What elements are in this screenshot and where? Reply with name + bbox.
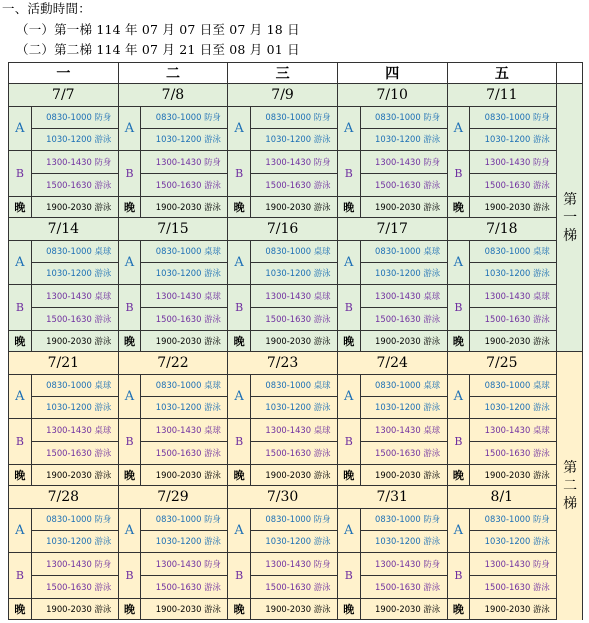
slot-evening-label: 晚 <box>118 331 141 352</box>
slot-b-activity-1 <box>141 151 228 174</box>
slot-b-activity-2 <box>360 576 447 599</box>
activity-text: 1500-1630 游泳 <box>375 179 441 190</box>
slot-b-activity-2 <box>251 576 338 599</box>
slot-b-label: B <box>118 285 141 331</box>
slot-evening-label: 晚 <box>118 599 141 620</box>
slot-evening-activity: 1900-2030 游泳 <box>141 197 228 218</box>
slot-evening-activity: 1900-2030 游泳 <box>360 599 447 620</box>
slot-evening-label: 晚 <box>228 465 251 486</box>
activity-text: 0830-1000 桌球 <box>484 380 550 390</box>
slot-a-label: A <box>118 509 141 553</box>
slot-a-activity-1 <box>251 375 338 397</box>
activity-text: 1030-1200 游泳 <box>484 536 550 546</box>
slot-b-row-2 <box>9 576 583 599</box>
slot-evening-activity: 1900-2030 游泳 <box>141 331 228 352</box>
slot-b-activity-1 <box>251 285 338 308</box>
slot-evening-activity: 1900-2030 游泳 <box>31 599 118 620</box>
slot-b-activity-2 <box>141 308 228 331</box>
activity-text: 1030-1200 游泳 <box>155 268 221 278</box>
slot-a-activity-1 <box>31 375 118 397</box>
activity-text: 1300-1430 桌球 <box>155 290 221 301</box>
activity-text: 1500-1630 游泳 <box>484 447 550 458</box>
slot-a-activity-1 <box>31 241 118 263</box>
activity-text: 0830-1000 防身 <box>484 112 550 122</box>
activity-text: 1030-1200 游泳 <box>375 536 441 546</box>
day-date: 7/9 <box>228 84 338 107</box>
activity-text: 1030-1200 游泳 <box>375 268 441 278</box>
slot-a-activity-1 <box>360 375 447 397</box>
activity-text: 1500-1630 游泳 <box>265 313 331 324</box>
activity-text: 1500-1630 游泳 <box>155 581 221 592</box>
slot-b-label: B <box>228 419 251 465</box>
slot-a-activity-1 <box>251 509 338 531</box>
slot-evening-activity: 1900-2030 游泳 <box>360 331 447 352</box>
slot-evening-activity: 1900-2030 游泳 <box>470 599 557 620</box>
slot-a-activity-2 <box>360 531 447 553</box>
activity-text: 1500-1630 游泳 <box>46 581 112 592</box>
slot-a-activity-1 <box>470 107 557 129</box>
slot-a-label: A <box>118 107 141 151</box>
slot-b-activity-2 <box>251 308 338 331</box>
slot-b-activity-1 <box>470 419 557 442</box>
slot-a-activity-2 <box>360 397 447 419</box>
activity-text: 1500-1630 游泳 <box>265 447 331 458</box>
slot-b-activity-1 <box>31 419 118 442</box>
slot-a-activity-2 <box>141 129 228 151</box>
slot-b-activity-1 <box>470 285 557 308</box>
weekday-header: 一 <box>9 63 119 84</box>
slot-b-label: B <box>9 419 32 465</box>
slot-b-label: B <box>447 553 470 599</box>
activity-text: 1500-1630 游泳 <box>484 313 550 324</box>
slot-evening-label: 晚 <box>447 331 470 352</box>
slot-a-activity-2 <box>141 397 228 419</box>
slot-a-label: A <box>447 375 470 419</box>
slot-evening-row <box>9 197 583 218</box>
slot-evening-label: 晚 <box>118 197 141 218</box>
group-label-text: 第二梯 <box>563 459 578 512</box>
period-line-2: （二）第二梯 114 年 07 月 21 日至 08 月 01 日 <box>16 42 300 57</box>
activity-text: 1500-1630 游泳 <box>484 179 550 190</box>
slot-a-label: A <box>447 509 470 553</box>
slot-b-row <box>9 151 583 174</box>
day-date: 8/1 <box>447 486 557 509</box>
slot-evening-label: 晚 <box>228 197 251 218</box>
slot-b-activity-2 <box>360 174 447 197</box>
slot-b-activity-1 <box>31 151 118 174</box>
activity-text: 1500-1630 游泳 <box>265 581 331 592</box>
slot-b-activity-2 <box>31 308 118 331</box>
activity-text: 0830-1000 防身 <box>155 112 221 122</box>
activity-text: 1030-1200 游泳 <box>46 402 112 412</box>
activity-text: 1500-1630 游泳 <box>155 179 221 190</box>
activity-text: 1500-1630 游泳 <box>375 581 441 592</box>
slot-b-row-2 <box>9 442 583 465</box>
slot-b-activity-2 <box>141 576 228 599</box>
day-date: 7/22 <box>118 352 228 375</box>
slot-b-activity-1 <box>360 419 447 442</box>
slot-a-activity-2 <box>251 397 338 419</box>
slot-evening-label: 晚 <box>9 599 32 620</box>
slot-a-activity-2 <box>31 531 118 553</box>
slot-evening-activity: 1900-2030 游泳 <box>31 331 118 352</box>
slot-b-label: B <box>337 553 360 599</box>
day-date: 7/16 <box>228 218 338 241</box>
slot-evening-activity: 1900-2030 游泳 <box>141 599 228 620</box>
slot-evening-label: 晚 <box>447 465 470 486</box>
slot-a-activity-1 <box>360 107 447 129</box>
slot-a-label: A <box>118 241 141 285</box>
slot-evening-activity: 1900-2030 游泳 <box>360 197 447 218</box>
slot-b-activity-2 <box>251 174 338 197</box>
slot-b-activity-1 <box>141 285 228 308</box>
slot-a-activity-2 <box>141 263 228 285</box>
slot-b-label: B <box>228 285 251 331</box>
slot-a-activity-1 <box>251 241 338 263</box>
slot-evening-activity: 1900-2030 游泳 <box>470 197 557 218</box>
slot-a-label: A <box>337 375 360 419</box>
activity-text: 1300-1430 防身 <box>155 156 221 167</box>
activity-text: 1300-1430 桌球 <box>265 290 331 301</box>
slot-b-activity-2 <box>31 576 118 599</box>
activity-text: 1500-1630 游泳 <box>155 313 221 324</box>
date-row <box>9 84 583 107</box>
slot-b-activity-2 <box>360 442 447 465</box>
slot-a-activity-2 <box>31 129 118 151</box>
schedule-table <box>8 62 583 620</box>
slot-a-row-2 <box>9 531 583 553</box>
activity-text: 1030-1200 游泳 <box>265 402 331 412</box>
slot-b-activity-1 <box>31 285 118 308</box>
day-date: 7/8 <box>118 84 228 107</box>
activity-text: 1030-1200 游泳 <box>484 402 550 412</box>
slot-evening-activity: 1900-2030 游泳 <box>31 465 118 486</box>
slot-a-activity-2 <box>360 263 447 285</box>
slot-evening-label: 晚 <box>337 331 360 352</box>
slot-b-label: B <box>337 419 360 465</box>
slot-a-activity-1 <box>470 509 557 531</box>
slot-a-label: A <box>337 509 360 553</box>
header-corner <box>557 63 583 84</box>
slot-evening-row <box>9 465 583 486</box>
slot-b-activity-1 <box>251 419 338 442</box>
slot-a-row-2 <box>9 397 583 419</box>
slot-a-activity-2 <box>251 531 338 553</box>
day-date: 7/18 <box>447 218 557 241</box>
slot-b-label: B <box>228 151 251 197</box>
slot-evening-activity: 1900-2030 游泳 <box>470 465 557 486</box>
slot-evening-label: 晚 <box>9 465 32 486</box>
slot-evening-activity: 1900-2030 游泳 <box>470 331 557 352</box>
slot-b-activity-1 <box>470 151 557 174</box>
slot-a-activity-2 <box>360 129 447 151</box>
slot-a-label: A <box>228 241 251 285</box>
activity-text: 1500-1630 游泳 <box>155 447 221 458</box>
slot-b-activity-2 <box>31 442 118 465</box>
slot-evening-activity: 1900-2030 游泳 <box>141 465 228 486</box>
day-date: 7/30 <box>228 486 338 509</box>
activity-text: 1300-1430 防身 <box>155 558 221 569</box>
activity-text: 1030-1200 游泳 <box>484 134 550 144</box>
activity-text: 0830-1000 桌球 <box>155 246 221 256</box>
day-date: 7/10 <box>337 84 447 107</box>
activity-text: 1300-1430 桌球 <box>375 290 441 301</box>
activity-text: 0830-1000 防身 <box>484 514 550 524</box>
slot-a-label: A <box>118 375 141 419</box>
slot-a-row <box>9 107 583 129</box>
day-date: 7/7 <box>9 84 119 107</box>
activity-text: 1300-1430 防身 <box>375 558 441 569</box>
activity-text: 1300-1430 防身 <box>46 156 112 167</box>
activity-text: 1300-1430 桌球 <box>155 424 221 435</box>
slot-b-activity-2 <box>141 174 228 197</box>
activity-text: 1030-1200 游泳 <box>265 536 331 546</box>
slot-b-label: B <box>228 553 251 599</box>
slot-a-activity-2 <box>31 397 118 419</box>
slot-a-row <box>9 375 583 397</box>
slot-evening-row <box>9 599 583 620</box>
activity-text: 1500-1630 游泳 <box>46 447 112 458</box>
slot-b-label: B <box>337 151 360 197</box>
activity-text: 0830-1000 防身 <box>46 112 112 122</box>
day-date: 7/21 <box>9 352 119 375</box>
slot-b-row-2 <box>9 308 583 331</box>
slot-a-label: A <box>9 107 32 151</box>
slot-evening-activity: 1900-2030 游泳 <box>251 331 338 352</box>
activity-text: 1300-1430 防身 <box>375 156 441 167</box>
activity-text: 1500-1630 游泳 <box>46 313 112 324</box>
activity-text: 1300-1430 防身 <box>265 558 331 569</box>
slot-b-row <box>9 553 583 576</box>
slot-a-label: A <box>447 107 470 151</box>
slot-a-activity-1 <box>470 375 557 397</box>
slot-b-activity-1 <box>141 419 228 442</box>
slot-a-activity-1 <box>141 107 228 129</box>
activity-text: 0830-1000 桌球 <box>46 380 112 390</box>
activity-text: 1300-1430 防身 <box>46 558 112 569</box>
slot-a-activity-2 <box>470 531 557 553</box>
slot-evening-activity: 1900-2030 游泳 <box>31 197 118 218</box>
activity-text: 1030-1200 游泳 <box>484 268 550 278</box>
activity-text: 1030-1200 游泳 <box>155 402 221 412</box>
slot-evening-label: 晚 <box>337 465 360 486</box>
activity-text: 1300-1430 防身 <box>484 156 550 167</box>
slot-evening-label: 晚 <box>447 599 470 620</box>
slot-a-activity-1 <box>141 509 228 531</box>
slot-b-activity-2 <box>470 442 557 465</box>
slot-a-activity-1 <box>141 241 228 263</box>
slot-b-label: B <box>118 553 141 599</box>
slot-b-label: B <box>447 285 470 331</box>
slot-b-label: B <box>447 419 470 465</box>
slot-a-row <box>9 509 583 531</box>
activity-text: 1300-1430 防身 <box>484 558 550 569</box>
slot-b-label: B <box>9 285 32 331</box>
day-date: 7/28 <box>9 486 119 509</box>
slot-evening-activity: 1900-2030 游泳 <box>251 197 338 218</box>
slot-b-activity-2 <box>141 442 228 465</box>
group-label-text: 第一梯 <box>563 191 578 244</box>
day-date: 7/29 <box>118 486 228 509</box>
activity-text: 1030-1200 游泳 <box>155 536 221 546</box>
slot-b-activity-1 <box>360 285 447 308</box>
slot-b-activity-2 <box>470 174 557 197</box>
slot-b-label: B <box>447 151 470 197</box>
day-date: 7/17 <box>337 218 447 241</box>
day-date: 7/24 <box>337 352 447 375</box>
activity-text: 1030-1200 游泳 <box>46 536 112 546</box>
activity-text: 0830-1000 防身 <box>155 514 221 524</box>
slot-a-label: A <box>228 509 251 553</box>
slot-evening-label: 晚 <box>9 331 32 352</box>
slot-b-activity-1 <box>31 553 118 576</box>
activity-text: 0830-1000 桌球 <box>46 246 112 256</box>
slot-a-label: A <box>228 107 251 151</box>
activity-text: 0830-1000 防身 <box>46 514 112 524</box>
slot-b-activity-1 <box>251 151 338 174</box>
day-date: 7/31 <box>337 486 447 509</box>
day-date: 7/25 <box>447 352 557 375</box>
activity-text: 1300-1430 桌球 <box>46 290 112 301</box>
slot-evening-label: 晚 <box>228 331 251 352</box>
activity-text: 1500-1630 游泳 <box>375 313 441 324</box>
activity-text: 0830-1000 桌球 <box>265 380 331 390</box>
slot-a-activity-1 <box>470 241 557 263</box>
activity-text: 1030-1200 游泳 <box>375 402 441 412</box>
weekday-header: 四 <box>337 63 447 84</box>
period-line-1: （一）第一梯 114 年 07 月 07 日至 07 月 18 日 <box>16 22 300 37</box>
day-date: 7/15 <box>118 218 228 241</box>
slot-b-activity-2 <box>470 576 557 599</box>
activity-text: 1300-1430 桌球 <box>46 424 112 435</box>
slot-evening-label: 晚 <box>447 197 470 218</box>
weekday-header: 五 <box>447 63 557 84</box>
activity-text: 1300-1430 防身 <box>265 156 331 167</box>
slot-b-row-2 <box>9 174 583 197</box>
slot-b-activity-1 <box>141 553 228 576</box>
slot-a-activity-1 <box>31 107 118 129</box>
slot-a-label: A <box>337 241 360 285</box>
slot-a-label: A <box>9 509 32 553</box>
slot-a-label: A <box>228 375 251 419</box>
slot-evening-label: 晚 <box>9 197 32 218</box>
activity-text: 1300-1430 桌球 <box>484 424 550 435</box>
slot-b-activity-1 <box>360 553 447 576</box>
slot-b-label: B <box>118 419 141 465</box>
section-title: 一、活動時間： <box>2 1 91 16</box>
slot-a-activity-1 <box>360 241 447 263</box>
slot-a-activity-2 <box>141 531 228 553</box>
activity-text: 1030-1200 游泳 <box>155 134 221 144</box>
slot-b-row <box>9 419 583 442</box>
activity-text: 1300-1430 桌球 <box>265 424 331 435</box>
activity-text: 1030-1200 游泳 <box>46 268 112 278</box>
slot-b-activity-1 <box>470 553 557 576</box>
slot-evening-activity: 1900-2030 游泳 <box>360 465 447 486</box>
activity-text: 1300-1430 桌球 <box>484 290 550 301</box>
activity-text: 0830-1000 桌球 <box>375 380 441 390</box>
slot-a-activity-1 <box>31 509 118 531</box>
slot-evening-label: 晚 <box>337 197 360 218</box>
slot-a-row-2 <box>9 129 583 151</box>
activity-text: 1030-1200 游泳 <box>375 134 441 144</box>
slot-b-activity-1 <box>360 151 447 174</box>
slot-a-label: A <box>9 241 32 285</box>
slot-b-row <box>9 285 583 308</box>
activity-text: 1030-1200 游泳 <box>46 134 112 144</box>
slot-evening-activity: 1900-2030 游泳 <box>251 599 338 620</box>
date-row <box>9 218 583 241</box>
slot-a-activity-1 <box>141 375 228 397</box>
activity-text: 1500-1630 游泳 <box>46 179 112 190</box>
slot-b-label: B <box>118 151 141 197</box>
group-label <box>557 84 583 352</box>
weekday-header: 二 <box>118 63 228 84</box>
activity-text: 1030-1200 游泳 <box>265 134 331 144</box>
activity-text: 0830-1000 防身 <box>375 112 441 122</box>
slot-a-activity-1 <box>251 107 338 129</box>
slot-a-row-2 <box>9 263 583 285</box>
slot-b-activity-2 <box>31 174 118 197</box>
activity-text: 1500-1630 游泳 <box>375 447 441 458</box>
activity-text: 0830-1000 桌球 <box>484 246 550 256</box>
day-date: 7/14 <box>9 218 119 241</box>
slot-a-label: A <box>9 375 32 419</box>
activity-text: 0830-1000 防身 <box>265 112 331 122</box>
slot-a-activity-2 <box>470 397 557 419</box>
weekday-header: 三 <box>228 63 338 84</box>
slot-b-activity-1 <box>251 553 338 576</box>
day-date: 7/11 <box>447 84 557 107</box>
activity-text: 0830-1000 防身 <box>375 514 441 524</box>
group-label <box>557 352 583 620</box>
slot-a-label: A <box>447 241 470 285</box>
slot-a-activity-1 <box>360 509 447 531</box>
activity-text: 0830-1000 桌球 <box>375 246 441 256</box>
activity-text: 1500-1630 游泳 <box>484 581 550 592</box>
slot-b-label: B <box>9 151 32 197</box>
weekday-header-row <box>9 63 583 84</box>
slot-b-activity-2 <box>360 308 447 331</box>
slot-b-activity-2 <box>251 442 338 465</box>
activity-text: 0830-1000 防身 <box>265 514 331 524</box>
slot-a-activity-2 <box>470 129 557 151</box>
slot-evening-label: 晚 <box>228 599 251 620</box>
slot-b-activity-2 <box>470 308 557 331</box>
slot-a-activity-2 <box>470 263 557 285</box>
activity-text: 1300-1430 桌球 <box>375 424 441 435</box>
slot-evening-row <box>9 331 583 352</box>
slot-a-activity-2 <box>251 263 338 285</box>
slot-evening-activity: 1900-2030 游泳 <box>251 465 338 486</box>
activity-text: 0830-1000 桌球 <box>155 380 221 390</box>
date-row <box>9 352 583 375</box>
slot-evening-label: 晚 <box>337 599 360 620</box>
slot-b-label: B <box>9 553 32 599</box>
activity-text: 0830-1000 桌球 <box>265 246 331 256</box>
slot-b-label: B <box>337 285 360 331</box>
slot-a-activity-2 <box>31 263 118 285</box>
slot-evening-label: 晚 <box>118 465 141 486</box>
date-row <box>9 486 583 509</box>
activity-text: 1500-1630 游泳 <box>265 179 331 190</box>
activity-text: 1030-1200 游泳 <box>265 268 331 278</box>
day-date: 7/23 <box>228 352 338 375</box>
slot-a-row <box>9 241 583 263</box>
slot-a-activity-2 <box>251 129 338 151</box>
slot-a-label: A <box>337 107 360 151</box>
